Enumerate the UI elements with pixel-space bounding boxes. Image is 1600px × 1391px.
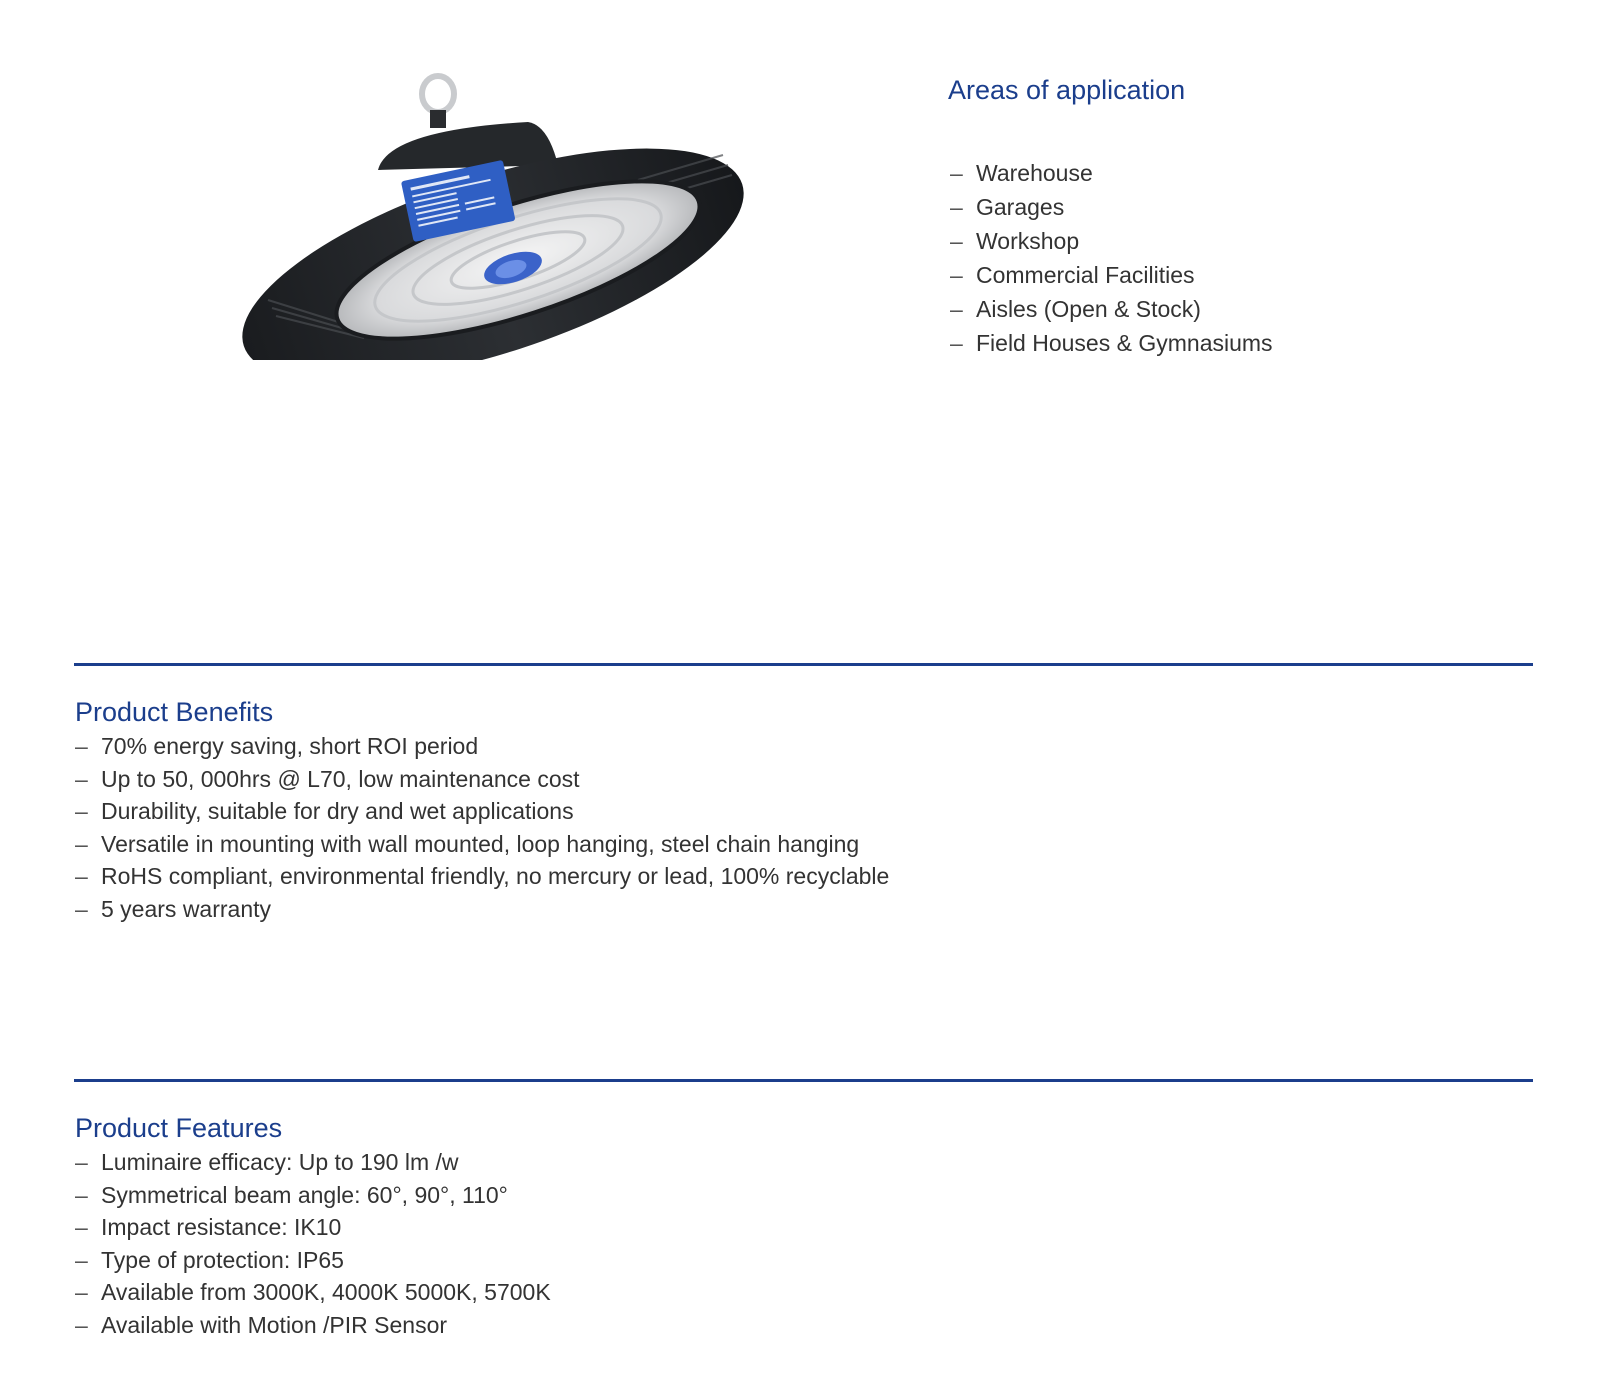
- list-item: – Available with Motion /PIR Sensor: [75, 1311, 448, 1338]
- list-item: – Type of protection: IP65: [75, 1246, 344, 1273]
- areas-title: Areas of application: [948, 75, 1186, 105]
- list-item: – Field Houses & Gymnasiums: [950, 330, 1273, 357]
- benefits-title: Product Benefits: [75, 697, 274, 727]
- list-item: – Versatile in mounting with wall mounted, loop hanging, steel chain hanging: [75, 830, 860, 857]
- section-divider: [74, 1079, 1533, 1082]
- list-item: – Garages: [950, 194, 1065, 221]
- benefits-list: [75, 730, 889, 925]
- list-item: – Up to 50, 000hrs @ L70, low maintenance cost: [75, 765, 580, 792]
- list-item: – Durability, suitable for dry and wet applications: [75, 798, 574, 825]
- features-title: Product Features: [75, 1113, 283, 1143]
- list-item: – Impact resistance: IK10: [75, 1214, 342, 1241]
- section-divider: [74, 663, 1533, 666]
- areas-of-application-section: [948, 74, 1273, 360]
- product-benefits-section: [75, 696, 889, 925]
- areas-list: [948, 156, 1273, 360]
- list-item: – Luminaire efficacy: Up to 190 lm /w: [75, 1149, 459, 1176]
- product-image: [228, 70, 748, 360]
- list-item: – Warehouse: [950, 160, 1093, 187]
- list-item: – Available from 3000K, 4000K 5000K, 5700K: [75, 1279, 551, 1306]
- hanging-ring: [422, 76, 454, 112]
- list-item: – Symmetrical beam angle: 60°, 90°, 110°: [75, 1181, 508, 1208]
- list-item: – Commercial Facilities: [950, 262, 1195, 289]
- list-item: – Workshop: [950, 228, 1080, 255]
- list-item: – Aisles (Open & Stock): [950, 296, 1201, 323]
- list-item: – RoHS compliant, environmental friendly, no mercury or lead, 100% recyclable: [75, 863, 890, 890]
- features-list: [75, 1146, 551, 1341]
- list-item: – 5 years warranty: [75, 895, 272, 922]
- list-item: – 70% energy saving, short ROI period: [75, 733, 479, 760]
- product-features-section: [75, 1112, 551, 1341]
